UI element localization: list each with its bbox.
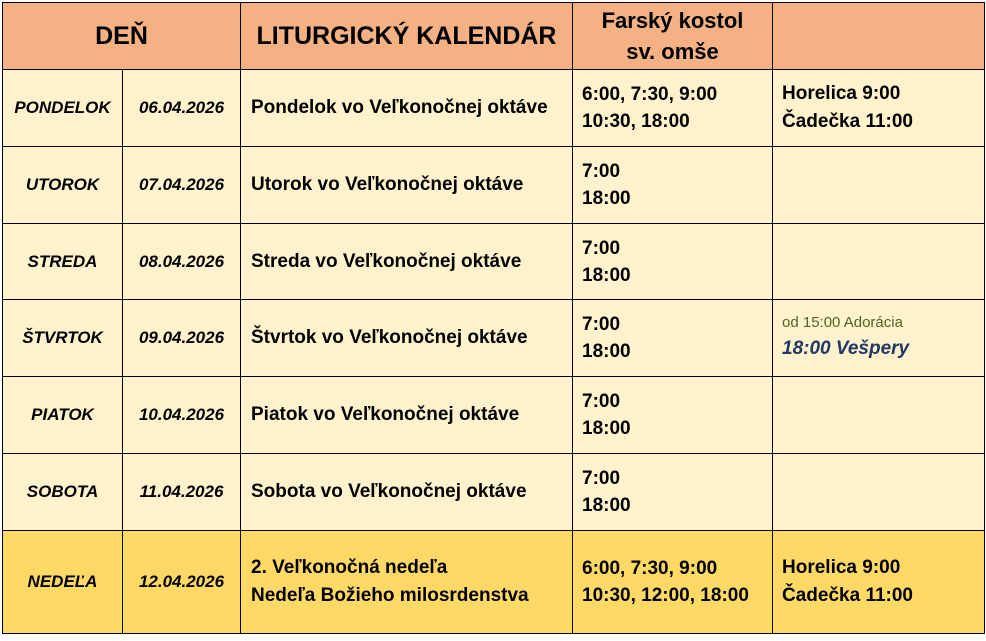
liturgical-day bbox=[241, 531, 573, 634]
other-churches bbox=[773, 377, 985, 454]
table-row-sunday bbox=[3, 531, 985, 634]
parish-church-header bbox=[573, 3, 773, 70]
other-churches bbox=[773, 300, 985, 377]
mass-times-line: 10:30, 12:00, 18:00 bbox=[582, 585, 749, 606]
date: 06.04.2026 bbox=[123, 70, 241, 147]
other-churches bbox=[773, 147, 985, 224]
other-church-mass: Horelica 9:00 bbox=[782, 557, 901, 578]
date: 10.04.2026 bbox=[123, 377, 241, 454]
liturgical-schedule-table bbox=[2, 2, 985, 634]
liturgical-day bbox=[241, 224, 573, 300]
liturgical-day-line: Štvrtok vo Veľkonočnej oktáve bbox=[251, 327, 528, 348]
mass-times bbox=[573, 224, 773, 300]
mass-times-line: 10:30, 18:00 bbox=[582, 111, 690, 132]
mass-times-line: 6:00, 7:30, 9:00 bbox=[582, 558, 718, 579]
date: 09.04.2026 bbox=[123, 300, 241, 377]
other-church-mass: Čadečka 11:00 bbox=[782, 585, 913, 606]
mass-times-line: 18:00 bbox=[582, 188, 631, 209]
date: 08.04.2026 bbox=[123, 224, 241, 300]
liturgical-day-line: Streda vo Veľkonočnej oktáve bbox=[251, 250, 522, 272]
table-row bbox=[3, 70, 985, 147]
liturgical-day bbox=[241, 70, 573, 147]
date: 12.04.2026 bbox=[123, 531, 241, 634]
vespers-note: 18:00 Vešpery bbox=[782, 338, 910, 359]
liturgical-day-line: Pondelok vo Veľkonočnej oktáve bbox=[251, 97, 548, 118]
day-name: STREDA bbox=[3, 224, 123, 300]
day-name: PONDELOK bbox=[3, 70, 123, 147]
day-name: ŠTVRTOK bbox=[3, 300, 123, 377]
mass-times bbox=[573, 300, 773, 377]
liturgical-day-line: Utorok vo Veľkonočnej oktáve bbox=[251, 174, 524, 195]
liturgical-day bbox=[241, 454, 573, 531]
other-churches bbox=[773, 531, 985, 634]
liturgical-day bbox=[241, 300, 573, 377]
other-churches bbox=[773, 224, 985, 300]
parish-church-header-line2: sv. omše bbox=[626, 39, 719, 64]
mass-times-line: 6:00, 7:30, 9:00 bbox=[582, 84, 718, 105]
table-row bbox=[3, 454, 985, 531]
parish-church-header-line1: Farský kostol bbox=[601, 8, 744, 33]
day-name: UTOROK bbox=[3, 147, 123, 224]
mass-times bbox=[573, 531, 773, 634]
mass-times bbox=[573, 454, 773, 531]
table-row bbox=[3, 224, 985, 300]
day-name: PIATOK bbox=[3, 377, 123, 454]
mass-times-line: 18:00 bbox=[582, 341, 631, 362]
mass-times-line: 18:00 bbox=[582, 418, 631, 439]
header-row bbox=[3, 3, 985, 70]
day-name: SOBOTA bbox=[3, 454, 123, 531]
mass-times-line: 7:00 bbox=[582, 468, 621, 489]
extra-column-header bbox=[773, 3, 985, 70]
mass-times bbox=[573, 70, 773, 147]
other-church-mass: Čadečka 11:00 bbox=[782, 111, 913, 132]
liturgical-day bbox=[241, 377, 573, 454]
liturgical-day-line: 2. Veľkonočná nedeľa bbox=[251, 557, 448, 578]
mass-times-line: 7:00 bbox=[582, 314, 621, 335]
table-row bbox=[3, 377, 985, 454]
date: 07.04.2026 bbox=[123, 147, 241, 224]
adoration-note: od 15:00 Adorácia bbox=[782, 314, 903, 331]
other-church-mass: Horelica 9:00 bbox=[782, 83, 901, 104]
table-row bbox=[3, 147, 985, 224]
mass-times bbox=[573, 377, 773, 454]
mass-times bbox=[573, 147, 773, 224]
liturgical-day bbox=[241, 147, 573, 224]
date: 11.04.2026 bbox=[123, 454, 241, 531]
day-column-header: DEŇ bbox=[3, 3, 241, 70]
mass-times-line: 7:00 bbox=[582, 237, 621, 259]
other-churches bbox=[773, 454, 985, 531]
day-name: NEDEĽA bbox=[3, 531, 123, 634]
mass-times-line: 18:00 bbox=[582, 495, 631, 516]
mass-times-line: 18:00 bbox=[582, 264, 631, 286]
mass-times-line: 7:00 bbox=[582, 161, 621, 182]
other-churches bbox=[773, 70, 985, 147]
liturgical-day-line: Nedeľa Božieho milosrdenstva bbox=[251, 585, 529, 606]
mass-times-line: 7:00 bbox=[582, 391, 621, 412]
liturgical-day-line: Piatok vo Veľkonočnej oktáve bbox=[251, 404, 520, 425]
table-row bbox=[3, 300, 985, 377]
liturgical-calendar-header: LITURGICKÝ KALENDÁR bbox=[241, 3, 573, 70]
liturgical-day-line: Sobota vo Veľkonočnej oktáve bbox=[251, 481, 527, 502]
